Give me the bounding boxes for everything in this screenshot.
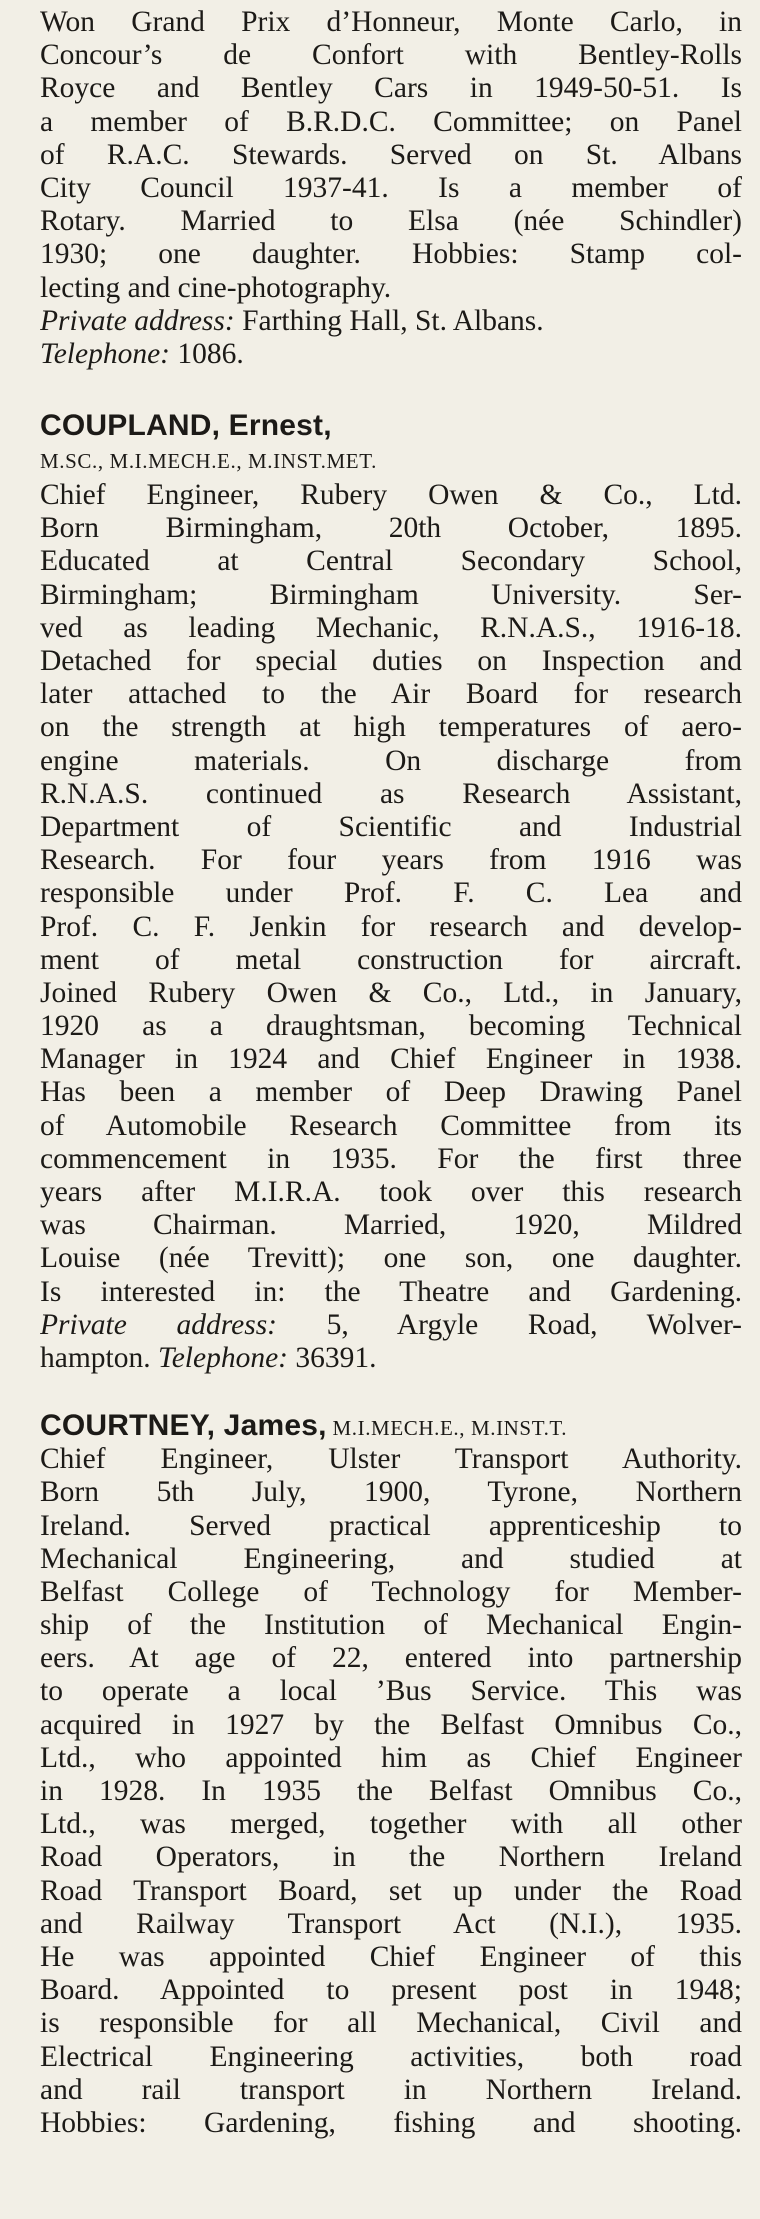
body-line: Department of Scientific and Industrial bbox=[40, 810, 742, 843]
body-line: Hobbies: Gardening, fishing and shooting. bbox=[40, 2106, 742, 2139]
body-line: Educated at Central Secondary School, bbox=[40, 545, 742, 578]
body-line: Born 5th July, 1900, Tyrone, Northern bbox=[40, 1476, 742, 1509]
body-line: Mechanical Engineering, and studied at bbox=[40, 1542, 742, 1575]
telephone-label: Telephone: bbox=[158, 1341, 288, 1374]
body-line: Concour’s de Confort with Bentley-Rolls bbox=[40, 39, 742, 72]
text-column bbox=[40, 6, 742, 2140]
address-value: 5, Argyle Road, Wolver- bbox=[277, 1308, 742, 1341]
address-label: Private address: bbox=[40, 1308, 278, 1341]
body-line: City Council 1937-41. Is a member of bbox=[40, 171, 742, 204]
entry-previous bbox=[40, 6, 742, 371]
body-line: Has been a member of Deep Drawing Panel bbox=[40, 1076, 742, 1109]
body-line: Electrical Engineering activities, both road bbox=[40, 2040, 742, 2073]
body-line: Chief Engineer, Ulster Transport Authority. bbox=[40, 1443, 742, 1476]
address-continuation: hampton. bbox=[40, 1341, 158, 1374]
body-line: ship of the Institution of Mechanical Engin- bbox=[40, 1609, 742, 1642]
body-line: Belfast College of Technology for Member- bbox=[40, 1575, 742, 1608]
body-line: Research. For four years from 1916 was bbox=[40, 844, 742, 877]
body-line: ment of metal construction for aircraft. bbox=[40, 943, 742, 976]
body-line: Is interested in: the Theatre and Gardening. bbox=[40, 1275, 742, 1308]
entry-coupland bbox=[40, 409, 742, 1375]
body-line: Birmingham; Birmingham University. Ser- bbox=[40, 578, 742, 611]
body-line: years after M.I.R.A. took over this research bbox=[40, 1176, 742, 1208]
body-line: to operate a local ’Bus Service. This was bbox=[40, 1675, 742, 1708]
body-line: and rail transport in Northern Ireland. bbox=[40, 2073, 742, 2106]
body-line: engine materials. On discharge from bbox=[40, 744, 742, 777]
body-line: commencement in 1935. For the first three bbox=[40, 1142, 742, 1175]
body-line: Royce and Bentley Cars in 1949-50-51. Is bbox=[40, 72, 742, 105]
body-line: Ltd., who appointed him as Chief Engineer bbox=[40, 1741, 742, 1774]
body-line: Road Operators, in the Northern Ireland bbox=[40, 1841, 742, 1874]
entry-spacer bbox=[40, 1375, 742, 1409]
body-line: a member of B.R.D.C. Committee; on Panel bbox=[40, 105, 742, 138]
body-line: Prof. C. F. Jenkin for research and develop- bbox=[40, 910, 742, 943]
entry-qualifications: M.SC., M.I.MECH.E., M.INST.MET. bbox=[40, 449, 377, 474]
body-line: acquired in 1927 by the Belfast Omnibus Co., bbox=[40, 1708, 742, 1741]
body-line: Detached for special duties on Inspection and bbox=[40, 645, 742, 677]
body-line: eers. At age of 22, entered into partnership bbox=[40, 1642, 742, 1675]
body-line: Ireland. Served practical apprenticeship to bbox=[40, 1509, 742, 1542]
body-line: was Chairman. Married, 1920, Mildred bbox=[40, 1209, 742, 1242]
body-line: Joined Rubery Owen & Co., Ltd., in January, bbox=[40, 976, 742, 1009]
body-line: He was appointed Chief Engineer of this bbox=[40, 1940, 742, 1973]
body-line: Ltd., was merged, together with all other bbox=[40, 1808, 742, 1841]
address-value: Farthing Hall, St. Albans. bbox=[234, 304, 544, 337]
entry-courtney bbox=[40, 1409, 742, 2140]
body-line: responsible under Prof. F. C. Lea and bbox=[40, 877, 742, 910]
body-line: Chief Engineer, Rubery Owen & Co., Ltd. bbox=[40, 479, 742, 512]
body-line: Board. Appointed to present post in 1948; bbox=[40, 1974, 742, 2007]
address-line bbox=[40, 1309, 742, 1342]
body-line: later attached to the Air Board for research bbox=[40, 678, 742, 711]
body-line: on the strength at high temperatures of aero- bbox=[40, 711, 742, 744]
body-line: Born Birmingham, 20th October, 1895. bbox=[40, 512, 742, 545]
entry-spacer bbox=[40, 371, 742, 409]
body-line: of Automobile Research Committee from its bbox=[40, 1109, 742, 1142]
entry-qualifications: M.I.MECH.E., M.INST.T. bbox=[326, 1416, 568, 1441]
body-line: ved as leading Mechanic, R.N.A.S., 1916-18. bbox=[40, 611, 742, 644]
entry-name: COUPLAND, Ernest, bbox=[40, 409, 332, 443]
body-line: Won Grand Prix d’Honneur, Monte Carlo, in bbox=[40, 6, 742, 38]
body-line: is responsible for all Mechanical, Civil and bbox=[40, 2007, 742, 2040]
telephone-label: Telephone: bbox=[40, 337, 170, 370]
address-label: Private address: bbox=[40, 304, 235, 337]
body-line: of R.A.C. Stewards. Served on St. Albans bbox=[40, 138, 742, 171]
body-line: Manager in 1924 and Chief Engineer in 1938. bbox=[40, 1043, 742, 1076]
body-line: lecting and cine-photography. bbox=[40, 271, 392, 304]
telephone-value: 36391. bbox=[288, 1341, 377, 1374]
body-line: 1920 as a draughtsman, becoming Technical bbox=[40, 1010, 742, 1043]
body-line: Road Transport Board, set up under the Road bbox=[40, 1874, 742, 1907]
body-line: R.N.A.S. continued as Research Assistant, bbox=[40, 777, 742, 810]
body-line: in 1928. In 1935 the Belfast Omnibus Co., bbox=[40, 1775, 742, 1807]
body-line: Rotary. Married to Elsa (née Schindler) bbox=[40, 205, 742, 238]
address-line bbox=[40, 305, 742, 338]
telephone-value: 1086. bbox=[170, 337, 244, 370]
telephone-line bbox=[40, 338, 742, 371]
body-line: and Railway Transport Act (N.I.), 1935. bbox=[40, 1907, 742, 1940]
telephone-line bbox=[40, 1342, 742, 1375]
entry-heading bbox=[40, 1409, 742, 1443]
body-line: Louise (née Trevitt); one son, one daughter. bbox=[40, 1242, 742, 1275]
entry-name: COURTNEY, James, bbox=[40, 1409, 327, 1443]
body-line: 1930; one daughter. Hobbies: Stamp col- bbox=[40, 238, 742, 271]
